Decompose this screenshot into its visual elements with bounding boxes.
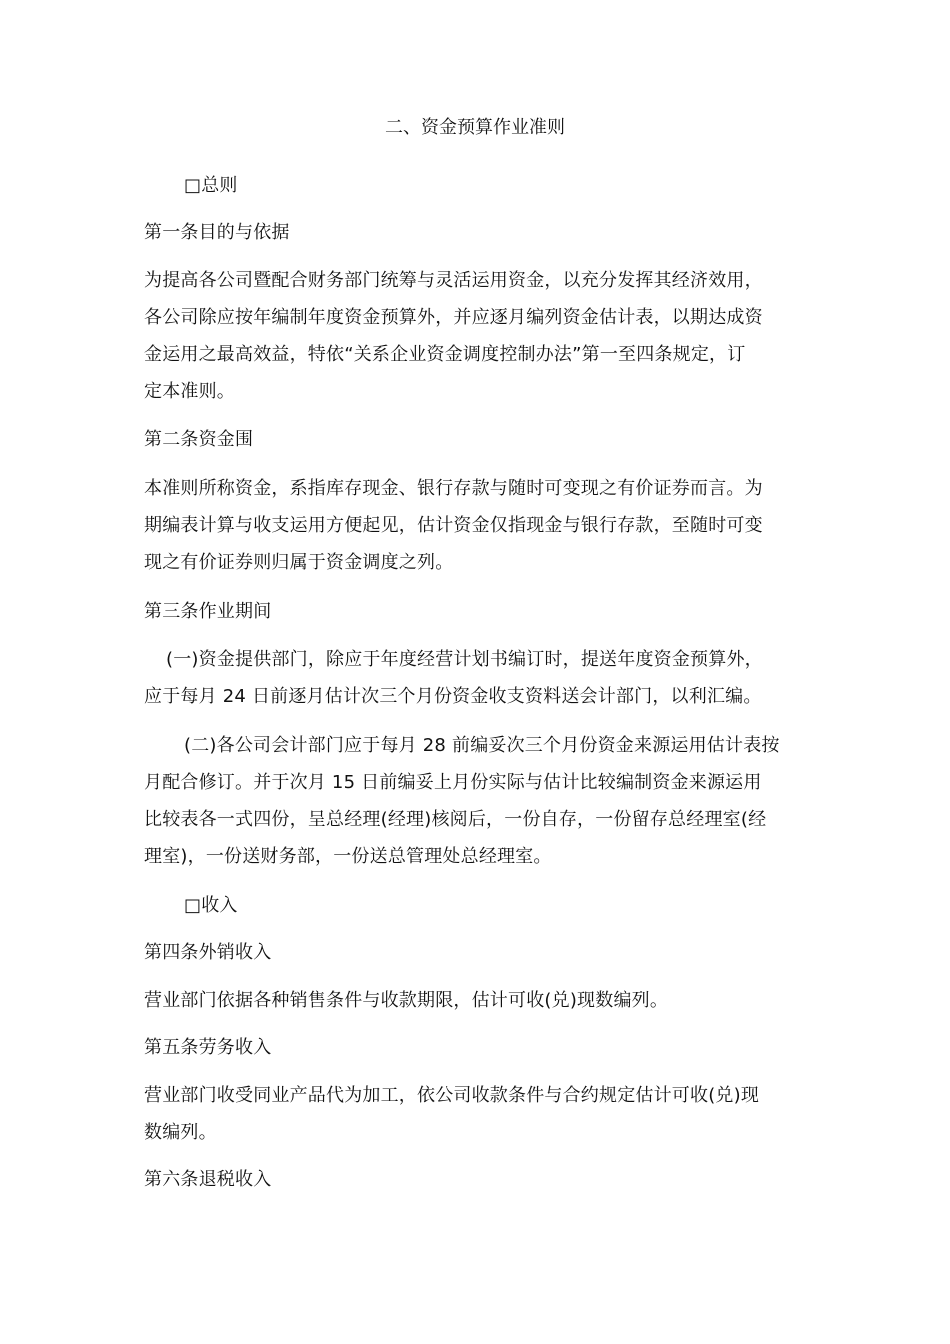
paragraph-line: (一)资金提供部门，除应于年度经营计划书编订时，提送年度资金预算外， [166,649,763,670]
paragraph-line: 营业部门收受同业产品代为加工，依公司收款条件与合约规定估计可收(兑)现 [144,1085,760,1106]
paragraph-line: 本准则所称资金，系指库存现金、银行存款与随时可变现之有价证券而言。为 [144,478,763,499]
article-heading-5: 第五条劳务收入 [144,1037,272,1058]
article-heading-2: 第二条资金围 [144,429,254,450]
paragraph-line: 为提高各公司暨配合财务部门统筹与灵活运用资金，以充分发挥其经济效用， [144,270,763,291]
paragraph-line: 金运用之最高效益，特依“关系企业资金调度控制办法”第一至四条规定，订 [144,344,746,365]
paragraph-line: 月配合修订。并于次月 15 日前编妥上月份实际与估计比较编制资金来源运用 [144,772,762,793]
section-heading-general: □总则 [184,175,238,196]
paragraph-line: 定本准则。 [144,381,235,402]
paragraph-line: 比较表各一式四份，呈总经理(经理)核阅后，一份自存，一份留存总经理室(经 [144,809,767,830]
paragraph-line: 应于每月 24 日前逐月估计次三个月份资金收支资料送会计部门，以利汇编。 [144,686,762,707]
article-heading-4: 第四条外销收入 [144,942,272,963]
paragraph-line: 营业部门依据各种销售条件与收款期限，估计可收(兑)现数编列。 [144,990,669,1011]
paragraph-line: 数编列。 [144,1122,217,1143]
section-heading-income: □收入 [184,895,238,916]
article-heading-3: 第三条作业期间 [144,601,272,622]
paragraph-line: 理室)，一份送财务部，一份送总管理处总经理室。 [144,846,552,867]
paragraph-line: 各公司除应按年编制年度资金预算外，并应逐月编列资金估计表，以期达成资 [144,307,763,328]
paragraph-line: (二)各公司会计部门应于每月 28 前编妥次三个月份资金来源运用估计表按 [184,735,780,756]
article-heading-1: 第一条目的与依据 [144,222,290,243]
paragraph-line: 现之有价证券则归属于资金调度之列。 [144,552,454,573]
document-title: 二、资金预算作业准则 [385,117,565,138]
article-heading-6: 第六条退税收入 [144,1169,272,1190]
paragraph-line: 期编表计算与收支运用方便起见，估计资金仅指现金与银行存款，至随时可变 [144,515,763,536]
